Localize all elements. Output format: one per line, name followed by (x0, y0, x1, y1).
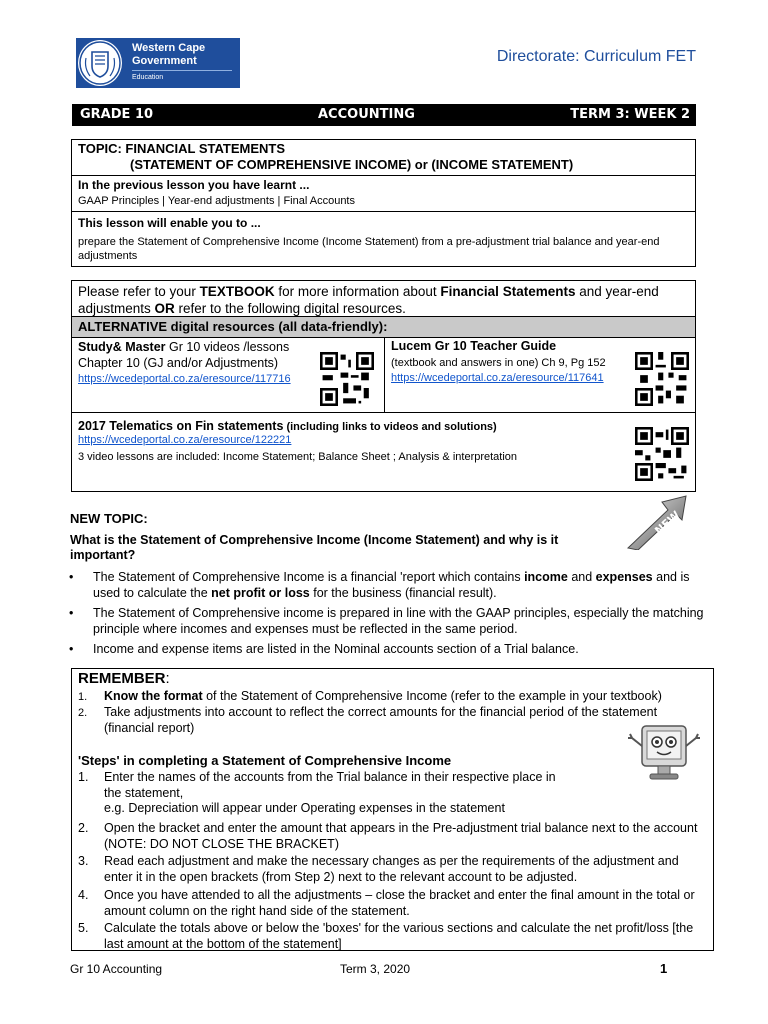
topic-line1: TOPIC: FINANCIAL STATEMENTS (78, 141, 286, 156)
alt-heading-text: ALTERNATIVE digital resources (all data-friendly): (78, 319, 388, 334)
step-num: 4. (78, 888, 89, 902)
step-text: Read each adjustment and make the necessary changes as per the requirements of the adjustment and enter it in the open brackets (from Step 2) next to the relevant account to be adjusted. (104, 854, 679, 884)
qr-code-icon (635, 427, 689, 481)
telematics-subtitle: (including links to videos and solutions) (283, 421, 497, 433)
remember-item-1 (78, 689, 698, 705)
subject-label: ACCOUNTING (318, 107, 415, 122)
study-master-desc: Gr 10 videos /lessons Chapter 10 (GJ and/or Adjustments) (78, 340, 290, 370)
grade-subject-bar (72, 104, 696, 126)
step-text: Open the bracket and enter the amount that appears in the Pre-adjustment trial balance next to the account (NOTE: DO NOT CLOSE THE BRACKET) (104, 821, 698, 851)
telematics-link[interactable]: https://wcedeportal.co.za/eresource/122221 (78, 434, 292, 446)
telematics-desc: 3 video lessons are included: Income Statement; Balance Sheet ; Analysis & interpretation (78, 451, 518, 463)
remember-title-text: REMEMBER (78, 670, 166, 687)
bullet-bold: expenses (595, 570, 653, 584)
lucem-desc: (textbook and answers in one) Ch 9, Pg 152 (391, 357, 606, 369)
study-master-link[interactable]: https://wcedeportal.co.za/eresource/117716 (78, 373, 291, 385)
remember-text: of the Statement of Comprehensive Income (refer to the example in your textbook) (202, 689, 662, 703)
step-item-3 (78, 854, 698, 885)
step-item-1 (78, 770, 558, 817)
new-topic-question: What is the Statement of Comprehensive Income (Income Statement) and why is it important? (70, 533, 559, 562)
page-number: 1 (660, 961, 668, 976)
telematics-cell (72, 413, 695, 491)
intro-text: for more information about (274, 284, 441, 299)
bullet-text: The Statement of Comprehensive Income is a financial 'report which contains (93, 570, 525, 584)
remember-text: Take adjustments into account to reflect the correct amounts for the financial period of the statement (financial report) (104, 705, 658, 735)
intro-text: and year-end adjustments (78, 284, 659, 316)
new-badge-text: NEW (652, 508, 683, 538)
bullet-text: and is used to calculate the (93, 570, 690, 600)
new-topic-label: NEW TOPIC: (70, 511, 148, 526)
previous-lesson-row (72, 175, 695, 211)
computer-mascot-icon (628, 722, 702, 784)
intro-text: refer to the following digital resources. (174, 301, 406, 316)
study-master-title: Study& Master (78, 340, 166, 354)
intro-text: Please refer to your (78, 284, 200, 299)
remember-colon: : (165, 670, 170, 687)
logo-line1: Western Cape (132, 42, 206, 54)
step-item-5 (78, 921, 698, 952)
lucem-cell (385, 337, 695, 413)
bullet-item: • Income and expense items are listed in the Nominal accounts section of a Trial balance. (66, 642, 706, 658)
bullet-item: • The Statement of Comprehensive income is prepared in line with the GAAP principles, especially the matching principle where incomes and expenses must be reflected in the same period. (66, 606, 706, 637)
previous-lesson-text: GAAP Principles | Year-end adjustments | Final Accounts (78, 195, 355, 207)
telematics-title: 2017 Telematics on Fin statements (78, 419, 284, 433)
footer-subject: Gr 10 Accounting (70, 962, 163, 976)
remember-num: 2. (78, 707, 88, 719)
step-extra: e.g. Depreciation will appear under Operating expenses in the statement (104, 801, 505, 815)
step-text: Calculate the totals above or below the 'boxes' for the various sections and calculate the net profit/loss [the last amount at the bottom of the statement] (104, 921, 694, 951)
lucem-link[interactable]: https://wcedeportal.co.za/eresource/117641 (391, 372, 604, 384)
textbook-instruction (78, 283, 688, 317)
wcg-logo (76, 38, 240, 88)
logo-line2: Government (132, 55, 197, 67)
qr-code-icon (320, 352, 374, 406)
this-lesson-row (72, 211, 695, 267)
bullet-bold: income (524, 570, 568, 584)
step-item-4 (78, 888, 698, 919)
remember-item-2 (78, 705, 698, 736)
new-topic-bullets (66, 570, 706, 663)
study-master-text (78, 339, 318, 371)
intro-bold-fs: Financial Statements (440, 284, 576, 299)
logo-divider (132, 70, 232, 71)
this-lesson-text: prepare the Statement of Comprehensive Income (Income Statement) from a pre-adjustment trial balance and year-end adjustments (78, 236, 660, 262)
steps-heading: 'Steps' in completing a Statement of Comprehensive Income (78, 753, 452, 768)
bullet-item (66, 570, 706, 601)
intro-bold-or: OR (154, 301, 175, 316)
alternative-resources-heading (72, 316, 695, 338)
intro-bold-textbook: TEXTBOOK (199, 284, 275, 299)
bullet-bold: net profit or loss (211, 585, 310, 600)
footer-term: Term 3, 2020 (340, 962, 411, 976)
coat-of-arms-icon (78, 40, 122, 86)
new-arrow-icon (624, 494, 688, 550)
step-item-2 (78, 821, 698, 852)
topic-box (71, 139, 696, 267)
logo-line3: Education (132, 74, 164, 81)
topic-line2: (STATEMENT OF COMPREHENSIVE INCOME) or (INCOME STATEMENT) (130, 157, 574, 172)
bullet-text: and (567, 570, 596, 584)
remember-num: 1. (78, 691, 88, 703)
step-text: Once you have attended to all the adjustments – close the bracket and enter the final amount in the total or amount column on the right hand side of the statement. (104, 888, 695, 918)
bullet-text: for the business (financial result). (309, 585, 497, 600)
remember-box (71, 668, 714, 951)
remember-title (78, 670, 170, 687)
lucem-title: Lucem Gr 10 Teacher Guide (391, 339, 557, 353)
grade-label: GRADE 10 (80, 107, 154, 122)
step-text: Enter the names of the accounts from the Trial balance in their respective place in the statement, (104, 770, 556, 800)
this-lesson-heading: This lesson will enable you to ... (78, 216, 261, 230)
qr-code-icon (635, 352, 689, 406)
step-num: 5. (78, 921, 89, 935)
step-num: 1. (78, 770, 89, 784)
previous-lesson-heading: In the previous lesson you have learnt ... (78, 178, 310, 192)
term-label: TERM 3: WEEK 2 (570, 107, 690, 122)
telematics-heading (78, 417, 497, 435)
step-num: 3. (78, 854, 89, 868)
resources-box (71, 280, 696, 492)
directorate-title: Directorate: Curriculum FET (496, 48, 696, 65)
remember-bold: Know the format (104, 689, 203, 703)
step-num: 2. (78, 821, 89, 835)
study-master-cell (72, 337, 385, 413)
